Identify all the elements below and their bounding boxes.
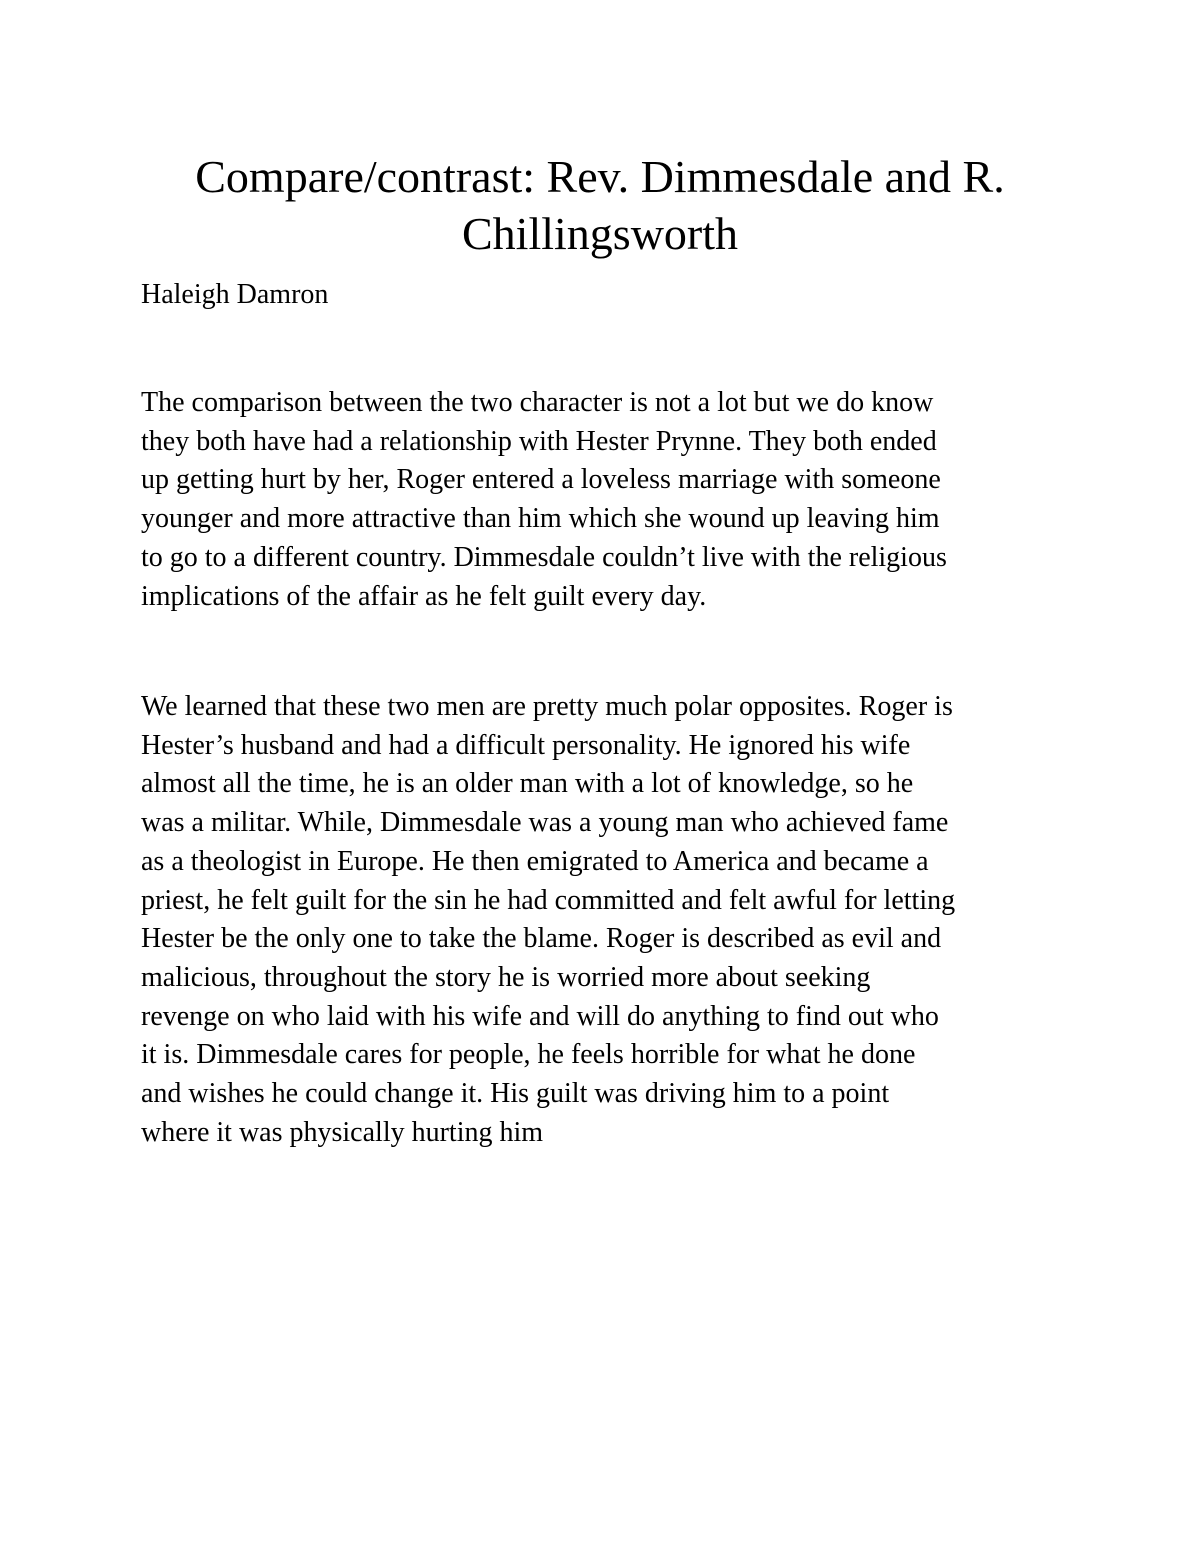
paragraph-line: to go to a different country. Dimmesdale couldn’t live with the religious — [141, 541, 947, 573]
paragraph-line: was a militar. While, Dimmesdale was a young man who achieved fame — [141, 807, 949, 839]
paragraph-line: revenge on who laid with his wife and will do anything to find out who — [141, 1000, 939, 1032]
author-name: Haleigh Damron — [141, 279, 329, 310]
paragraph-line: younger and more attractive than him which she wound up leaving him — [141, 503, 940, 535]
paragraph-line: they both have had a relationship with Hester Prynne. They both ended — [141, 425, 937, 457]
paragraph-line: Hester be the only one to take the blame. Roger is described as evil and — [141, 923, 942, 955]
paragraph-line: The comparison between the two character is not a lot but we do know — [141, 387, 934, 418]
paragraph-line: almost all the time, he is an older man with a lot of knowledge, so he — [141, 768, 914, 800]
paragraph-line: Hester’s husband and had a difficult personality. He ignored his wife — [141, 729, 911, 761]
document-title — [130, 148, 1070, 262]
paragraph-line: as a theologist in Europe. He then emigrated to America and became a — [141, 845, 929, 877]
paragraph-line: where it was physically hurting him — [141, 1116, 544, 1148]
title-line: Compare/contrast: Rev. Dimmesdale and R. — [195, 151, 1005, 202]
paragraph-2 — [141, 688, 1071, 1152]
paragraph-1 — [141, 384, 1071, 616]
paragraph-line: implications of the affair as he felt guilt every day. — [141, 580, 707, 612]
paragraph-line: and wishes he could change it. His guilt was driving him to a point — [141, 1078, 890, 1110]
paragraph-line: priest, he felt guilt for the sin he had committed and felt awful for letting — [141, 884, 956, 916]
paragraph-line: We learned that these two men are pretty much polar opposites. Roger is — [141, 691, 953, 722]
title-line: Chillingsworth — [461, 208, 739, 259]
paragraph-line: up getting hurt by her, Roger entered a loveless marriage with someone — [141, 464, 941, 496]
paragraph-line: malicious, throughout the story he is worried more about seeking — [141, 961, 871, 993]
paragraph-line: it is. Dimmesdale cares for people, he feels horrible for what he done — [141, 1039, 916, 1071]
